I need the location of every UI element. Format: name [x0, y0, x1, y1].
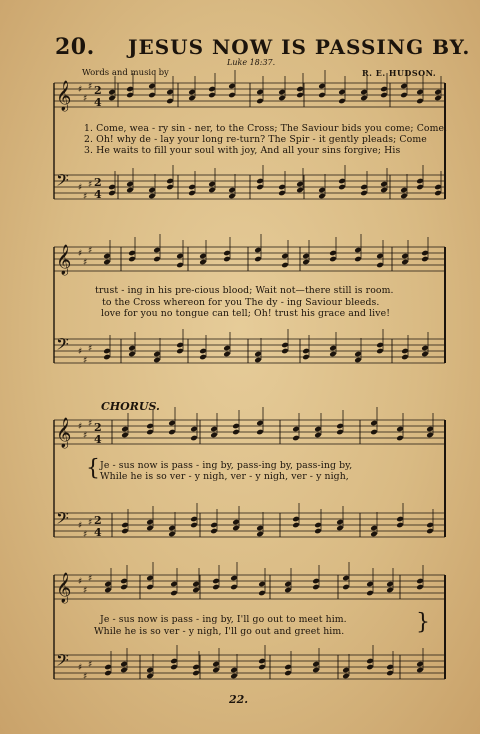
- lyric-brace-right: }: [416, 610, 430, 635]
- time-signature: 4: [94, 526, 102, 539]
- key-sharp: ♯: [88, 518, 93, 528]
- treble-clef: 𝄞: [56, 573, 72, 603]
- key-sharp: ♯: [78, 422, 83, 432]
- time-signature: 2: [94, 514, 102, 527]
- bass-clef: 𝄢: [56, 650, 69, 674]
- time-signature: 4: [94, 433, 102, 446]
- treble-clef: 𝄞: [56, 418, 72, 448]
- verse-1-line-1: 1. Come, wea - ry sin - ner, to the Cross; The Saviour bids you come; Come,: [84, 123, 448, 134]
- words-music-credit: Words and music by: [82, 68, 169, 78]
- key-sharp: ♯: [83, 192, 88, 202]
- chorus-label: CHORUS.: [101, 400, 160, 413]
- key-sharp: ♯: [88, 344, 93, 354]
- key-sharp: ♯: [78, 183, 83, 193]
- page-number: 22.: [229, 693, 249, 706]
- chorus-line-2a: Je - sus now is pass - ing by, I'll go out to meet him.: [100, 614, 347, 625]
- time-signature: 4: [94, 96, 102, 109]
- verse-1-line-2: trust - ing in his pre-cious blood; Wait not—there still is room.: [95, 285, 394, 296]
- key-sharp: ♯: [88, 419, 93, 429]
- hymn-title: JESUS NOW IS PASSING BY.: [128, 35, 471, 59]
- key-sharp: ♯: [88, 180, 93, 190]
- time-signature: 2: [94, 176, 102, 189]
- key-sharp: ♯: [78, 249, 83, 259]
- key-sharp: ♯: [78, 521, 83, 531]
- verse-2-line-1: 2. Oh! why de - lay your long re-turn? The Spir - it gently pleads; Come: [84, 134, 427, 145]
- verse-2-line-2: to the Cross whereon for you The dy - ing Saviour bleeds.: [102, 297, 380, 308]
- scripture-reference: Luke 18:37.: [227, 58, 276, 67]
- key-sharp: ♯: [83, 530, 88, 540]
- verse-3-line-2: love for you no tongue can tell; Oh! trust his grace and live!: [101, 308, 391, 319]
- time-signature: 4: [94, 188, 102, 201]
- key-sharp: ♯: [78, 663, 83, 673]
- key-sharp: ♯: [78, 577, 83, 587]
- key-sharp: ♯: [83, 258, 88, 268]
- key-sharp: ♯: [78, 85, 83, 95]
- bass-clef: 𝄢: [56, 508, 69, 532]
- lyric-brace-left: {: [86, 456, 100, 481]
- key-sharp: ♯: [83, 94, 88, 104]
- chorus-line-1b: While he is so ver - y nigh, ver - y nigh, ver - y nigh,: [100, 471, 349, 482]
- treble-clef: 𝄞: [56, 81, 72, 111]
- bass-clef: 𝄢: [56, 334, 69, 358]
- key-sharp: ♯: [83, 672, 88, 682]
- time-signature: 2: [94, 84, 102, 97]
- key-sharp: ♯: [88, 82, 93, 92]
- composer-name: R. E. HUDSON.: [362, 68, 437, 78]
- key-sharp: ♯: [83, 586, 88, 596]
- key-sharp: ♯: [83, 431, 88, 441]
- time-signature: 2: [94, 421, 102, 434]
- chorus-line-2b: While he is so ver - y nigh, I'll go out and greet him.: [94, 626, 345, 637]
- key-sharp: ♯: [78, 347, 83, 357]
- hymn-number: 20.: [55, 34, 95, 60]
- bass-clef: 𝄢: [56, 170, 69, 194]
- key-sharp: ♯: [88, 574, 93, 584]
- treble-clef: 𝄞: [56, 245, 72, 275]
- key-sharp: ♯: [88, 660, 93, 670]
- key-sharp: ♯: [88, 246, 93, 256]
- chorus-line-1a: Je - sus now is pass - ing by, pass-ing by, pass-ing by,: [100, 460, 353, 471]
- verse-3-line-1: 3. He waits to fill your soul with joy, And all your sins forgive; His: [84, 145, 401, 156]
- key-sharp: ♯: [83, 356, 88, 366]
